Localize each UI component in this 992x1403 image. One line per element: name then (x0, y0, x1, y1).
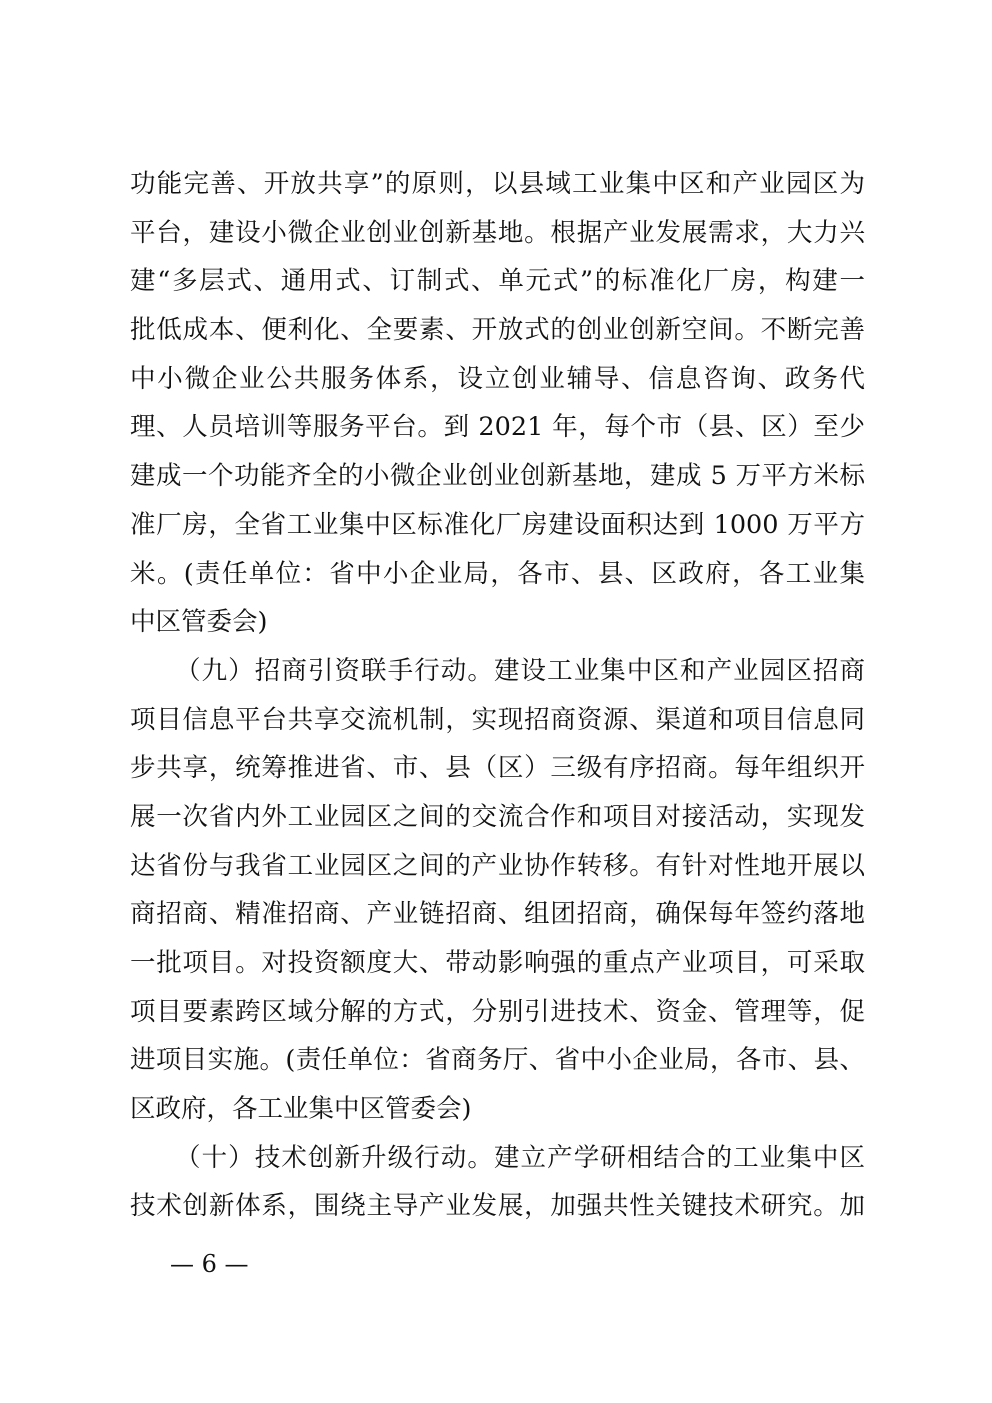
text-line: 技术创新体系，围绕主导产业发展，加强共性关键技术研究。加 (130, 1191, 865, 1222)
text-line: 米。(责任单位：省中小企业局，各市、县、区政府，各工业集 (130, 558, 865, 589)
text-line: （十）技术创新升级行动。建立产学研相结合的工业集中区 (175, 1142, 865, 1173)
text-line: 中区管委会) (130, 607, 268, 638)
text-line: 步共享，统筹推进省、市、县（区）三级有序招商。每年组织开 (130, 753, 865, 784)
text-line: 理、人员培训等服务平台。到 2021 年，每个市（县、区）至少 (130, 412, 865, 443)
text-line: 建成一个功能齐全的小微企业创业创新基地，建成 5 万平方米标 (130, 461, 865, 492)
text-line: 批低成本、便利化、全要素、开放式的创业创新空间。不断完善 (130, 315, 865, 346)
text-line: 平台，建设小微企业创业创新基地。根据产业发展需求，大力兴 (130, 217, 865, 248)
text-line: 展一次省内外工业园区之间的交流合作和项目对接活动，实现发 (130, 801, 865, 832)
text-line: 建“多层式、通用式、订制式、单元式”的标准化厂房，构建一 (130, 266, 865, 297)
text-line: 项目信息平台共享交流机制，实现招商资源、渠道和项目信息同 (130, 704, 865, 735)
text-line: 商招商、精准招商、产业链招商、组团招商，确保每年签约落地 (130, 899, 865, 930)
text-line: 功能完善、开放共享”的原则，以县域工业集中区和产业园区为 (130, 169, 865, 199)
body-text (130, 160, 865, 1231)
text-line: 区政府，各工业集中区管委会) (130, 1094, 472, 1125)
text-line: 一批项目。对投资额度大、带动影响强的重点产业项目，可采取 (130, 948, 865, 978)
text-line: 进项目实施。(责任单位：省商务厅、省中小企业局，各市、县、 (130, 1045, 865, 1076)
text-line: 中小微企业公共服务体系，设立创业辅导、信息咨询、政务代 (130, 363, 865, 394)
text-line: （九）招商引资联手行动。建设工业集中区和产业园区招商 (175, 655, 865, 686)
text-line: 项目要素跨区域分解的方式，分别引进技术、资金、管理等，促 (130, 996, 865, 1027)
page-number: — 6 — (170, 1250, 249, 1278)
text-line: 准厂房，全省工业集中区标准化厂房建设面积达到 1000 万平方 (130, 509, 865, 540)
text-line: 达省份与我省工业园区之间的产业协作转移。有针对性地开展以 (130, 850, 865, 881)
